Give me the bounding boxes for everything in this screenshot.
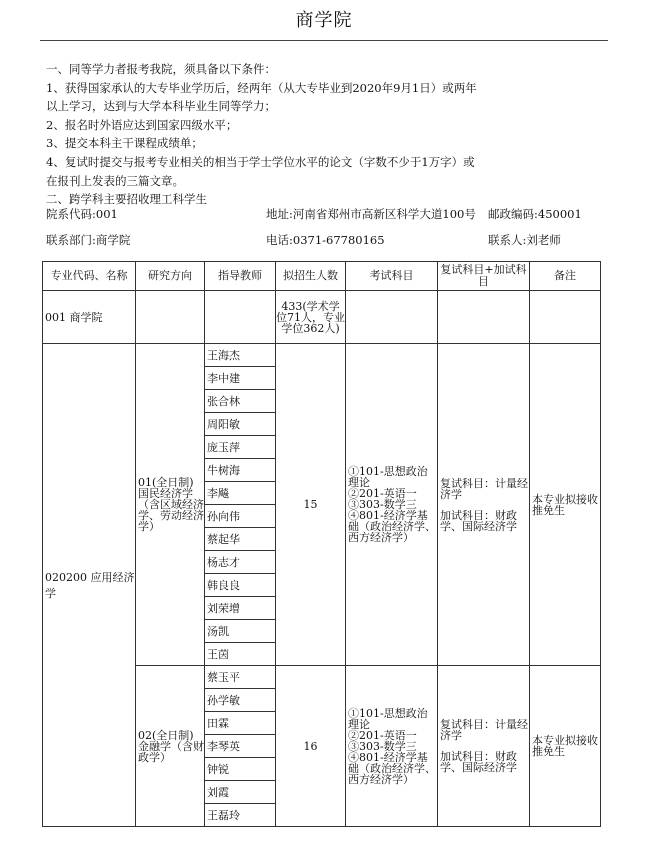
contact-person: 联系人:刘老师 bbox=[488, 233, 561, 247]
header-major: 专业代码、名称 bbox=[43, 262, 136, 291]
note-line: 以上学习，达到与大学本科毕业生同等学力； bbox=[46, 99, 276, 114]
exam-item: ②201-英语一 bbox=[348, 487, 417, 500]
teacher-name: 王磊玲 bbox=[205, 804, 276, 827]
college-quota: 433(学术学位71人，专业学位362人) bbox=[276, 291, 346, 344]
teacher-name: 王茵 bbox=[205, 643, 276, 666]
teacher-name: 刘霞 bbox=[205, 781, 276, 804]
teacher-name: 杨志才 bbox=[205, 551, 276, 574]
exam-item: ④801-经济学基础（政治经济学、西方经济学） bbox=[348, 509, 436, 544]
teacher-name: 钟锐 bbox=[205, 758, 276, 781]
teacher-name: 周阳敏 bbox=[205, 413, 276, 436]
note-line: 二、跨学科主要招收理工科学生 bbox=[46, 192, 207, 207]
teacher-name: 刘荣增 bbox=[205, 597, 276, 620]
remark: 本专业拟接收推免生 bbox=[530, 344, 601, 666]
teacher-name: 王海杰 bbox=[205, 344, 276, 367]
page-title: 商学院 bbox=[295, 10, 353, 31]
admissions-table bbox=[42, 261, 601, 827]
teacher-name: 李琴英 bbox=[205, 735, 276, 758]
teacher-name: 李飚 bbox=[205, 482, 276, 505]
exam-item: ③303-数学三 bbox=[348, 498, 417, 511]
note-line: 一、同等学力者报考我院，须具备以下条件： bbox=[46, 62, 276, 76]
phone: 电话:0371-67780165 bbox=[266, 233, 385, 247]
teacher-name: 韩良良 bbox=[205, 574, 276, 597]
retest-subjects bbox=[438, 344, 530, 666]
header-teacher: 指导教师 bbox=[205, 262, 276, 291]
header-remark: 备注 bbox=[530, 262, 601, 291]
teacher-name: 孙向伟 bbox=[205, 505, 276, 528]
title-divider bbox=[40, 40, 608, 41]
teacher-name: 牛树海 bbox=[205, 459, 276, 482]
exam-item: ①101-思想政治理论 bbox=[348, 465, 428, 489]
address: 地址:河南省郑州市高新区科学大道100号 bbox=[266, 207, 476, 221]
dept-code: 院系代码:001 bbox=[46, 207, 118, 221]
teacher-name: 蔡起华 bbox=[205, 528, 276, 551]
header-direction: 研究方向 bbox=[136, 262, 205, 291]
exam-item: ③303-数学三 bbox=[348, 739, 417, 753]
retest-item: 复试科目：计量经济学 bbox=[440, 476, 528, 501]
exam-subjects bbox=[346, 344, 438, 666]
postcode: 邮政编码:450001 bbox=[488, 207, 582, 221]
note-line: 在报刊上发表的三篇文章。 bbox=[46, 173, 184, 188]
exam-item: ①101-思想政治理论 bbox=[348, 706, 428, 731]
header-exam: 考试科目 bbox=[346, 262, 438, 291]
major-name: 020200 应用经济学 bbox=[43, 344, 136, 827]
teacher-name: 孙学敏 bbox=[205, 689, 276, 712]
retest-subjects bbox=[438, 666, 530, 827]
extra-item: 加试科目：财政学、国际经济学 bbox=[440, 508, 517, 533]
table-row bbox=[43, 344, 601, 367]
direction-quota: 16 bbox=[276, 666, 346, 827]
header-quota: 拟招生人数 bbox=[276, 262, 346, 291]
contact-dept: 联系部门:商学院 bbox=[46, 233, 131, 247]
exam-item: ②201-英语一 bbox=[348, 728, 417, 742]
college-name: 001 商学院 bbox=[43, 291, 136, 344]
header-retest: 复试科目+加试科目 bbox=[438, 262, 530, 291]
direction-quota: 15 bbox=[276, 344, 346, 666]
teacher-name: 庞玉萍 bbox=[205, 436, 276, 459]
note-line: 2、报名时外语应达到国家四级水平； bbox=[46, 117, 238, 132]
note-line: 4、复试时提交与报考专业相关的相当于学士学位水平的论文（字数不少于1万字）或 bbox=[46, 154, 475, 169]
exam-subjects bbox=[346, 666, 438, 827]
exam-item: ④801-经济学基础（政治经济学、西方经济学） bbox=[348, 750, 436, 786]
retest-item: 复试科目：计量经济学 bbox=[440, 718, 528, 742]
requirements-notes bbox=[46, 60, 626, 209]
extra-item: 加试科目：财政学、国际经济学 bbox=[440, 750, 517, 774]
remark: 本专业拟接收推免生 bbox=[530, 666, 601, 827]
table-header-row bbox=[43, 262, 601, 291]
college-row bbox=[43, 291, 601, 344]
note-line: 1、获得国家承认的大专毕业学历后，经两年（从大专毕业到2020年9月1日）或两年 bbox=[46, 80, 477, 95]
teacher-name: 李中建 bbox=[205, 367, 276, 390]
direction-name: 02(全日制)金融学（含财政学） bbox=[136, 666, 205, 827]
teacher-name: 蔡玉平 bbox=[205, 666, 276, 689]
note-line: 3、提交本科主干课程成绩单； bbox=[46, 136, 203, 151]
teacher-name: 汤凯 bbox=[205, 620, 276, 643]
direction-name: 01(全日制)国民经济学（含区域经济学、劳动经济学） bbox=[136, 344, 205, 666]
teacher-name: 张合林 bbox=[205, 390, 276, 413]
teacher-name: 田霖 bbox=[205, 712, 276, 735]
